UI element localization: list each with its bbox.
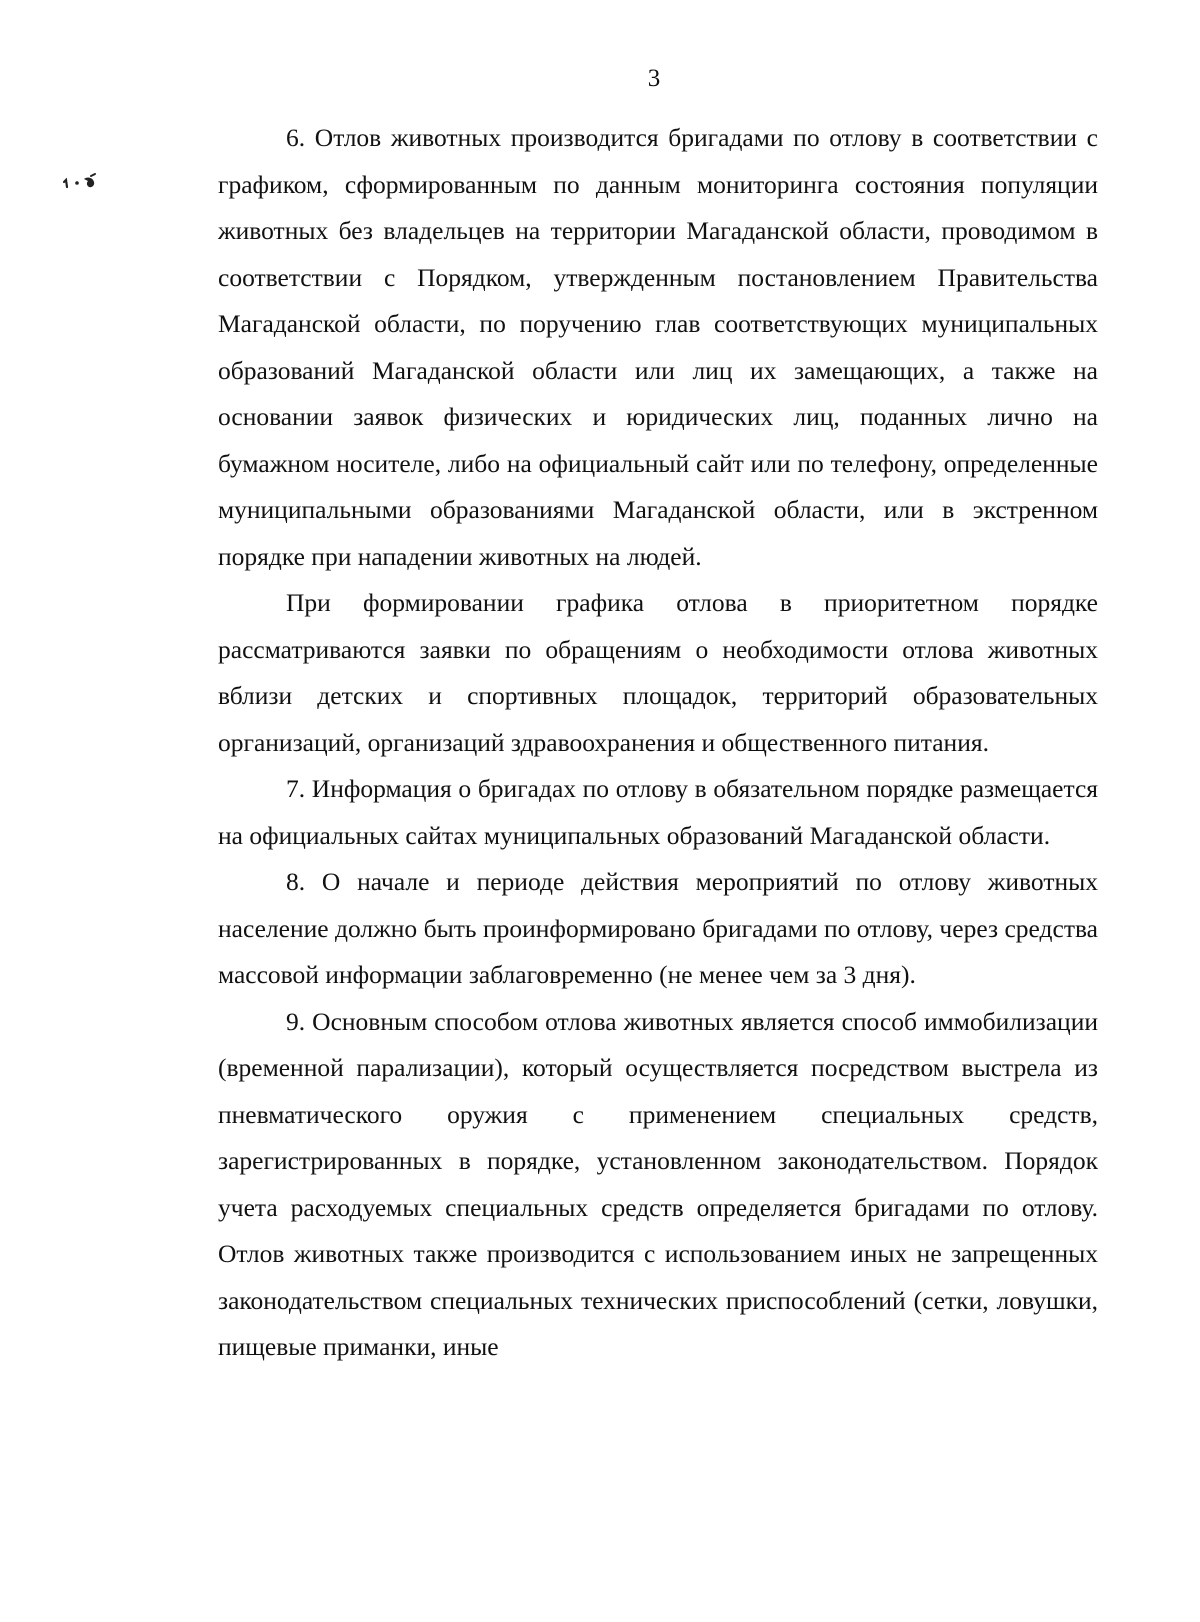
paragraph-6: 6. Отлов животных производится бригадами по отлову в соответствии с графиком, сформированным по данным мониторинга состояния популяции животных без владельцев на территории Магаданской области, проводимом в соответствии с Порядком, утвержденным постановлением Правительства Магаданской области, по поручению глав соответствующих муниципальных образований Магаданской области или лиц их замещающих, а также на основании заявок физических и юридических лиц, поданных лично на бумажном носителе, либо на официальный сайт или по телефону, определенные муниципальными образованиями Магаданской области, или в экстренном порядке при нападении животных на людей.: [218, 123, 1098, 571]
scan-artifact-mark: [62, 170, 108, 194]
paragraph-8: 8. О начале и периоде действия мероприятий по отлову животных население должно быть проинформировано бригадами по отлову, через средства массовой информации заблаговременно (не менее чем за 3 дня).: [218, 867, 1098, 989]
paragraph-9: 9. Основным способом отлова животных является способ иммобилизации (временной парализации), который осуществляется посредством выстрела из пневматического оружия с применением специальных средств, зарегистрированных в порядке, установленном законодательством. Порядок учета расходуемых специальных средств определяется бригадами по отлову. Отлов животных также производится с использованием иных не запрещенных законодательством специальных технических приспособлений (сетки, ловушки, пищевые приманки, иные: [218, 1006, 1098, 1361]
paragraph-7: 7. Информация о бригадах по отлову в обязательном порядке размещается на официальных сайтах муниципальных образований Магаданской области.: [218, 774, 1098, 850]
page-number: 3: [647, 65, 661, 92]
paragraph-schedule-priority: При формировании графика отлова в приоритетном порядке рассматриваются заявки по обращениям о необходимости отлова животных вблизи детских и спортивных площадок, территорий образовательных организаций, организаций здравоохранения и общественного питания.: [218, 588, 1098, 757]
document-body: [218, 115, 1098, 1371]
